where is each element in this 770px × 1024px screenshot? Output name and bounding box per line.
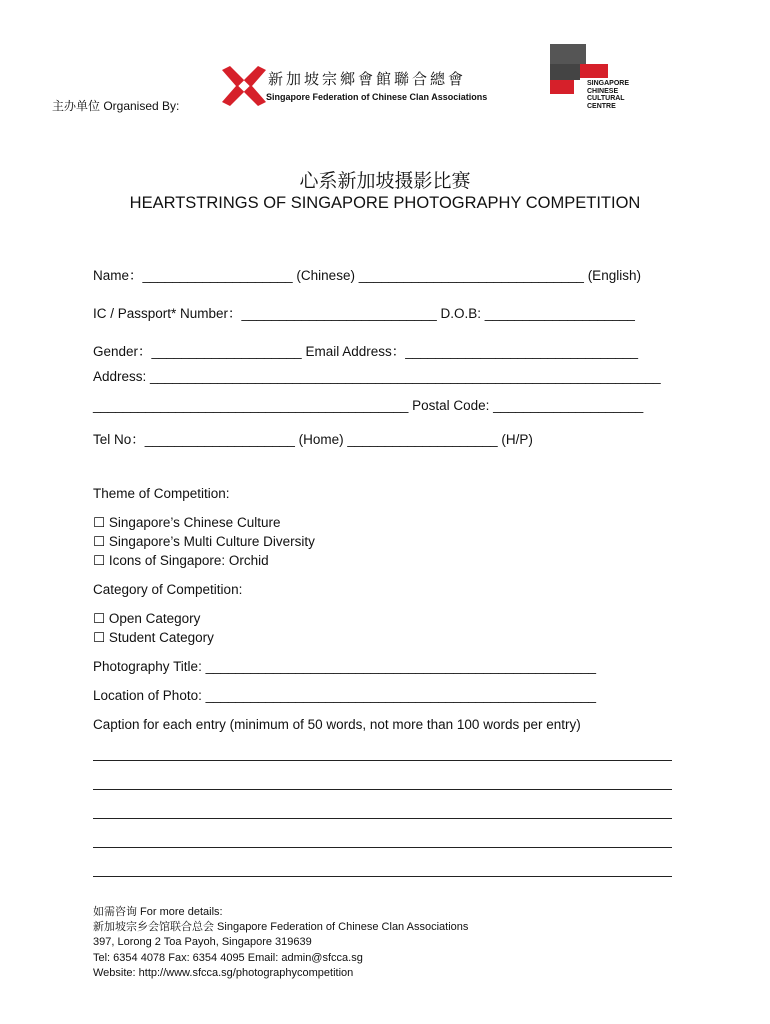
caption-line[interactable] — [93, 876, 672, 877]
category-option-student[interactable]: ☐ Student Category — [93, 630, 214, 645]
sfcca-name-english: Singapore Federation of Chinese Clan Associations — [266, 92, 488, 102]
photography-title-field-row[interactable]: Photography Title: ____________________________________________________ — [93, 659, 596, 674]
caption-line[interactable] — [93, 847, 672, 848]
gender-email-field-row[interactable]: Gender：____________________ Email Address：_______________________________ — [93, 344, 638, 359]
title-chinese: 心系新加坡摄影比赛 — [299, 170, 471, 192]
theme-option-orchid[interactable]: ☐ Icons of Singapore: Orchid — [93, 553, 269, 568]
name-field-row[interactable]: Name：____________________ (Chinese) ______________________________ (English) — [93, 268, 641, 283]
scc-name-english: SINGAPORE CHINESE CULTURAL CENTRE — [587, 80, 630, 110]
footer-address: 397, Lorong 2 Toa Payoh, Singapore 319639 — [93, 936, 312, 949]
footer-organisation: 新加坡宗乡会馆联合总会 Singapore Federation of Chinese Clan Associations — [93, 921, 469, 934]
address-field-row[interactable]: Address: ____________________________________________________________________ — [93, 369, 661, 384]
sfcca-name-chinese: 新加坡宗鄉會館聯合總會 — [268, 70, 467, 88]
theme-option-chinese-culture[interactable]: ☐ Singapore’s Chinese Culture — [93, 515, 281, 530]
postal-code-field-row[interactable]: __________________________________________ Postal Code: ____________________ — [93, 398, 644, 413]
footer-more-details: 如需咨询 For more details: — [93, 906, 223, 918]
caption-line[interactable] — [93, 760, 672, 761]
footer-contact — [93, 905, 468, 981]
category-label: Category of Competition: — [93, 582, 243, 597]
ic-dob-field-row[interactable]: IC / Passport* Number：__________________________ D.O.B: ____________________ — [93, 306, 635, 321]
footer-contact-numbers: Tel: 6354 4078 Fax: 6354 4095 Email: admin@sfcca.sg — [93, 951, 363, 964]
organised-by-label: 主办单位 Organised By: — [52, 99, 180, 113]
title-english: HEARTSTRINGS OF SINGAPORE PHOTOGRAPHY COMPETITION — [129, 194, 641, 212]
category-option-open[interactable]: ☐ Open Category — [93, 611, 201, 626]
theme-label: Theme of Competition: — [93, 486, 230, 501]
footer-website: Website: http://www.sfcca.sg/photographycompetition — [93, 966, 354, 979]
location-field-row[interactable]: Location of Photo: ____________________________________________________ — [93, 688, 597, 703]
caption-line[interactable] — [93, 789, 672, 790]
caption-line[interactable] — [93, 818, 672, 819]
sfcca-logo-icon — [222, 66, 266, 106]
tel-field-row[interactable]: Tel No：____________________ (Home) ____________________ (H/P) — [93, 432, 533, 447]
theme-option-multi-culture[interactable]: ☐ Singapore’s Multi Culture Diversity — [93, 534, 315, 549]
caption-label: Caption for each entry (minimum of 50 words, not more than 100 words per entry) — [93, 717, 581, 732]
